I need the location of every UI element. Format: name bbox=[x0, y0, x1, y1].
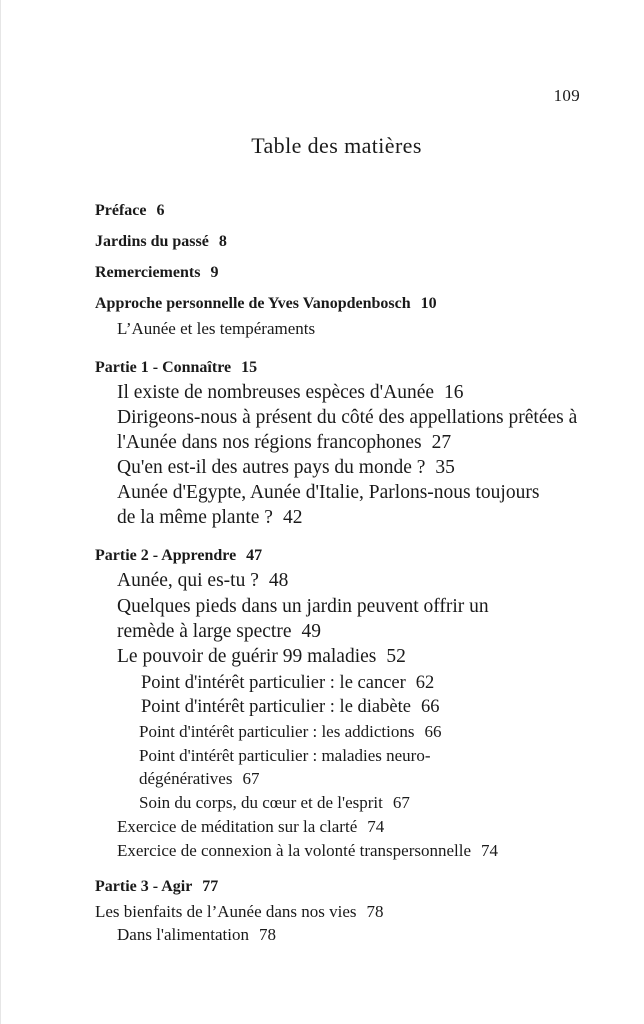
toc-entry: Jardins du passé 8 bbox=[95, 233, 227, 250]
toc-entry: Dans l'alimentation 78 bbox=[117, 925, 276, 944]
toc-entry: Préface 6 bbox=[95, 202, 165, 219]
toc-entry: Exercice de méditation sur la clarté 74 bbox=[117, 817, 385, 836]
toc-entry: Remerciements 9 bbox=[95, 264, 219, 281]
toc-entry: Le pouvoir de guérir 99 maladies 52 bbox=[117, 646, 406, 667]
toc-subentry: Point d'intérêt particulier : maladies neuro- bbox=[139, 746, 431, 765]
toc-entry: L’Aunée et les tempéraments bbox=[117, 319, 316, 338]
toc-entry: Il existe de nombreuses espèces d'Aunée 16 bbox=[117, 382, 464, 403]
toc-subentry: dégénératives 67 bbox=[139, 769, 260, 788]
toc-part-heading: Partie 3 - Agir 77 bbox=[95, 878, 219, 895]
toc-entry: Qu'en est-il des autres pays du monde ? 35 bbox=[117, 457, 455, 478]
toc-entry: remède à large spectre 49 bbox=[117, 621, 321, 642]
toc-subentry: Point d'intérêt particulier : le diabète 66 bbox=[141, 697, 440, 717]
toc-subentry: Point d'intérêt particulier : le cancer 62 bbox=[141, 673, 435, 693]
toc-entry: Dirigeons-nous à présent du côté des appellations prêtées à bbox=[117, 407, 578, 428]
page-number: 109 bbox=[553, 86, 580, 105]
toc-entry: Exercice de connexion à la volonté transpersonnelle 74 bbox=[117, 841, 499, 860]
toc-part-heading: Partie 1 - Connaître 15 bbox=[95, 359, 258, 376]
toc-subentry: Soin du corps, du cœur et de l'esprit 67 bbox=[139, 793, 410, 812]
toc-entry: Approche personnelle de Yves Vanopdenbosch 10 bbox=[95, 295, 437, 312]
toc-entry: l'Aunée dans nos régions francophones 27 bbox=[117, 432, 452, 453]
toc-entry: Aunée, qui es-tu ? 48 bbox=[117, 570, 289, 591]
toc-part-heading: Partie 2 - Apprendre 47 bbox=[95, 547, 263, 564]
toc-entry: Les bienfaits de l’Aunée dans nos vies 78 bbox=[95, 902, 384, 921]
toc-entry: Quelques pieds dans un jardin peuvent offrir un bbox=[117, 596, 489, 617]
toc-entry: Aunée d'Egypte, Aunée d'Italie, Parlons-nous toujours bbox=[117, 482, 540, 503]
toc-entry: de la même plante ? 42 bbox=[117, 507, 303, 528]
page-title: Table des matières bbox=[251, 133, 422, 158]
toc-subentry: Point d'intérêt particulier : les addictions 66 bbox=[139, 722, 442, 741]
